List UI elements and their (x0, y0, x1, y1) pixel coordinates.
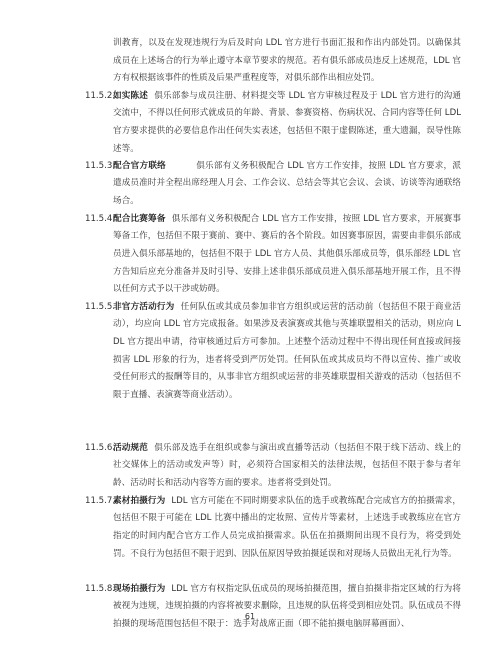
clause-number: 11.5.4. (85, 213, 116, 224)
clause-11-5-6 (85, 440, 461, 493)
clause-number: 11.5.3. (85, 160, 116, 171)
clause-number: 11.5.6. (85, 442, 116, 453)
rules-content (85, 35, 461, 634)
clause-title: 非官方活动行为 (113, 301, 175, 312)
clause-number: 11.5.5. (85, 301, 116, 312)
clause-number: 11.5.8. (85, 583, 116, 594)
clause-text: LDL 官方可能在不同时期要求队伍的选手或教练配合完成官方的拍摄需求，包括但不限于可能在 LDL 比赛中播出的定妆照、宣传片等素材，上述选手或教练应在官方指定的时间内配合官方工作人员完成拍摄需求。队伍在拍摄期间出现不良行为，将受到处罚。不良行为包括但不限于迟到、因队伍原因导致拍摄延误和对现场人员做出无礼行为等。 (113, 495, 461, 559)
clause-11-5-2 (85, 88, 461, 158)
clause-title: 活动规范 (113, 442, 149, 453)
clause-title: 现场拍摄行为 (113, 583, 166, 594)
clause-text: 俱乐部有义务积极配合 LDL 官方工作安排，按照 LDL 官方要求，派遣成员准时并全程出席经理人月会、工作会议、总结会等其它会议、会谈、访谈等沟通联络场合。 (113, 160, 461, 206)
clause-text: 俱乐部及选手在组织或参与演出或直播等活动（包括但不限于线下活动、线上的社交媒体上的活动或发声等）时，必须符合国家相关的法律法规，包括但不限于参与者年龄、活动时长和活动内容等方面的要求。违者将受到处罚。 (113, 442, 461, 488)
clause-text: LDL 官方有权指定队伍成员的现场拍摄范围，擅自拍摄非指定区域的行为将被视为违规，违规拍摄的内容将被要求删除，且违规的队伍将受到相应处罚。队伍成员不得拍摄的现场范围包括但不限于：选手对战席正面（即不能拍摄电脑屏幕画面）、 (113, 583, 461, 629)
clause-11-5-4 (85, 211, 461, 299)
clause-title: 素材拍摄行为 (113, 495, 166, 506)
clause-11-5-3 (85, 158, 461, 211)
clause-11-5-5 (85, 299, 461, 440)
clause-text: 俱乐部有义务积极配合 LDL 官方工作安排，按照 LDL 官方要求，开展赛事筹备工作，包括但不限于赛前、赛中、赛后的各个阶段。如因赛事原因，需要由非俱乐部成员进入俱乐部基地的，包括但不限于 LDL 官方人员、其他俱乐部成员等，俱乐部经 LDL 官方告知后应充分准备并及时引导、安排上述非俱乐部成员进入俱乐部基地开展工作，且不得以任何方式予以干涉或妨碍。 (113, 213, 461, 295)
clause-number: 11.5.7. (85, 495, 116, 506)
clause-number: 11.5.2. (85, 90, 116, 101)
clause-text: 俱乐部参与成员注册、材料提交等 LDL 官方审核过程及于 LDL 官方进行的沟通交流中，不得以任何形式就成员的年龄、背景、参赛资格、伤病状况、合同内容等任何 LDL 官方要求提供的必要信息作出任何失实表述，包括但不限于虚假陈述，重大遗漏，误导性陈述等。 (113, 90, 461, 154)
clause-title: 如实陈述 (113, 90, 149, 101)
clause-text: 任何队伍或其成员参加非官方组织或运营的活动前（包括但不限于商业活动），均应向 LDL 官方完成报备。如果涉及表演赛或其他与英雄联盟相关的活动，则应向 LDL 官方提出申请，待审核通过后方可参加。上述整个活动过程中不得出现任何直接或间接损害 LDL 形象的行为，违者将受到严厉处罚。任何队伍或其成员均不得以宣传、推广或收受任何形式的报酬等目的，从事非官方组织或运营的非英雄联盟相关游戏的活动（包括但不限于直播、表演赛等商业活动）。 (113, 301, 461, 400)
clause-11-5-8 (85, 581, 461, 634)
clause-title: 配合官方联络 (113, 160, 166, 171)
clause-title: 配合比赛筹备 (113, 213, 166, 224)
clause-11-5-7 (85, 493, 461, 581)
continued-paragraph: 训教育，以及在发现违规行为后及时向 LDL 官方进行书面汇报和作出内部处罚。以确保其成员在上述场合的行为举止遵守本章节要求的规范。若有俱乐部成员违反上述规范，LDL 官方有权根据该事件的性质及后果严重程度等，对俱乐部作出相应处罚。 (113, 38, 461, 84)
page-number: 61 (244, 612, 256, 621)
